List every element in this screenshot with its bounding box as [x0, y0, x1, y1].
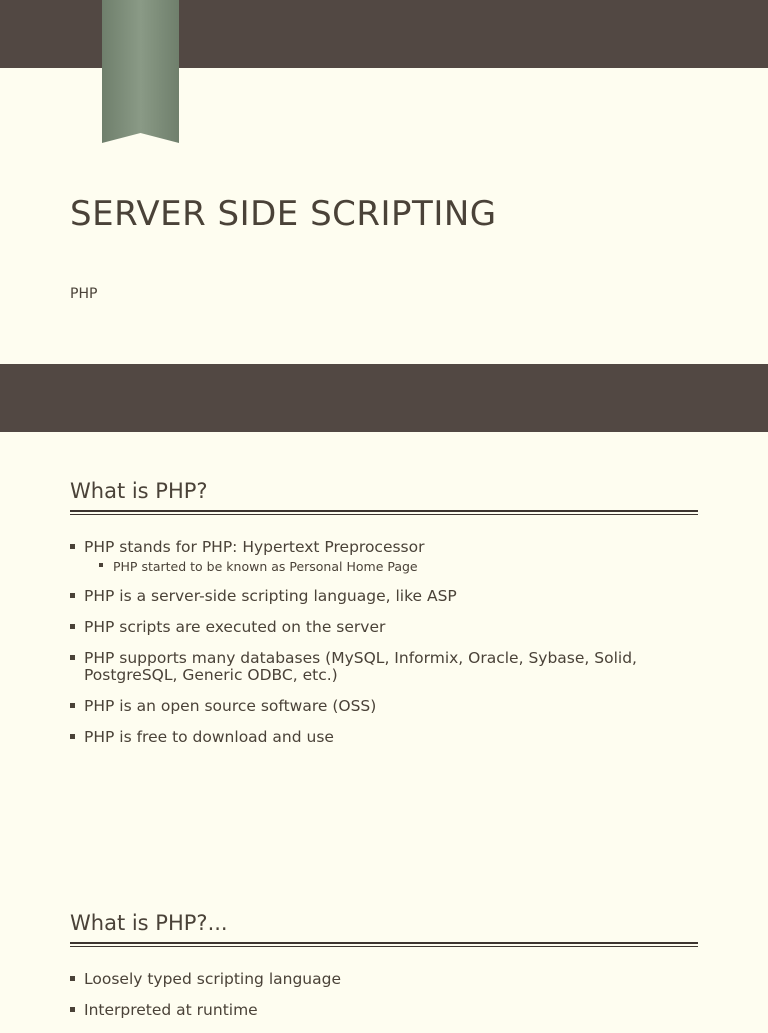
slide-heading: What is PHP? [70, 479, 208, 503]
bullet-item: PHP supports many databases (MySQL, Informix, Oracle, Sybase, Solid, PostgreSQL, Generic ODBC, etc.) [70, 650, 698, 684]
bullet-item [70, 539, 698, 574]
bullet-item: Loosely typed scripting language [70, 971, 698, 988]
bullet-item: Interpreted at runtime [70, 1002, 698, 1019]
slide-what-is-php [70, 478, 698, 760]
sub-bullet-item: PHP started to be known as Personal Home Page [99, 559, 698, 574]
bullet-item: PHP is free to download and use [70, 729, 698, 746]
slide-heading: What is PHP?... [70, 911, 228, 935]
bullet-item: PHP scripts are executed on the server [70, 619, 698, 636]
heading-rule [70, 942, 698, 947]
bullet-item: PHP is an open source software (OSS) [70, 698, 698, 715]
bullet-list [70, 971, 698, 1019]
bullet-list [70, 539, 698, 746]
slide-divider-band [0, 364, 768, 432]
slide-subtitle: PHP [70, 286, 98, 302]
slide-what-is-php-continued [70, 910, 698, 1033]
bullet-item: PHP is a server-side scripting language, like ASP [70, 588, 698, 605]
slide-title: SERVER SIDE SCRIPTING [70, 194, 497, 234]
sub-bullet-list [84, 559, 698, 574]
bookmark-ribbon [102, 0, 179, 143]
heading-rule [70, 510, 698, 515]
bullet-text: PHP stands for PHP: Hypertext Preprocessor [84, 538, 425, 556]
